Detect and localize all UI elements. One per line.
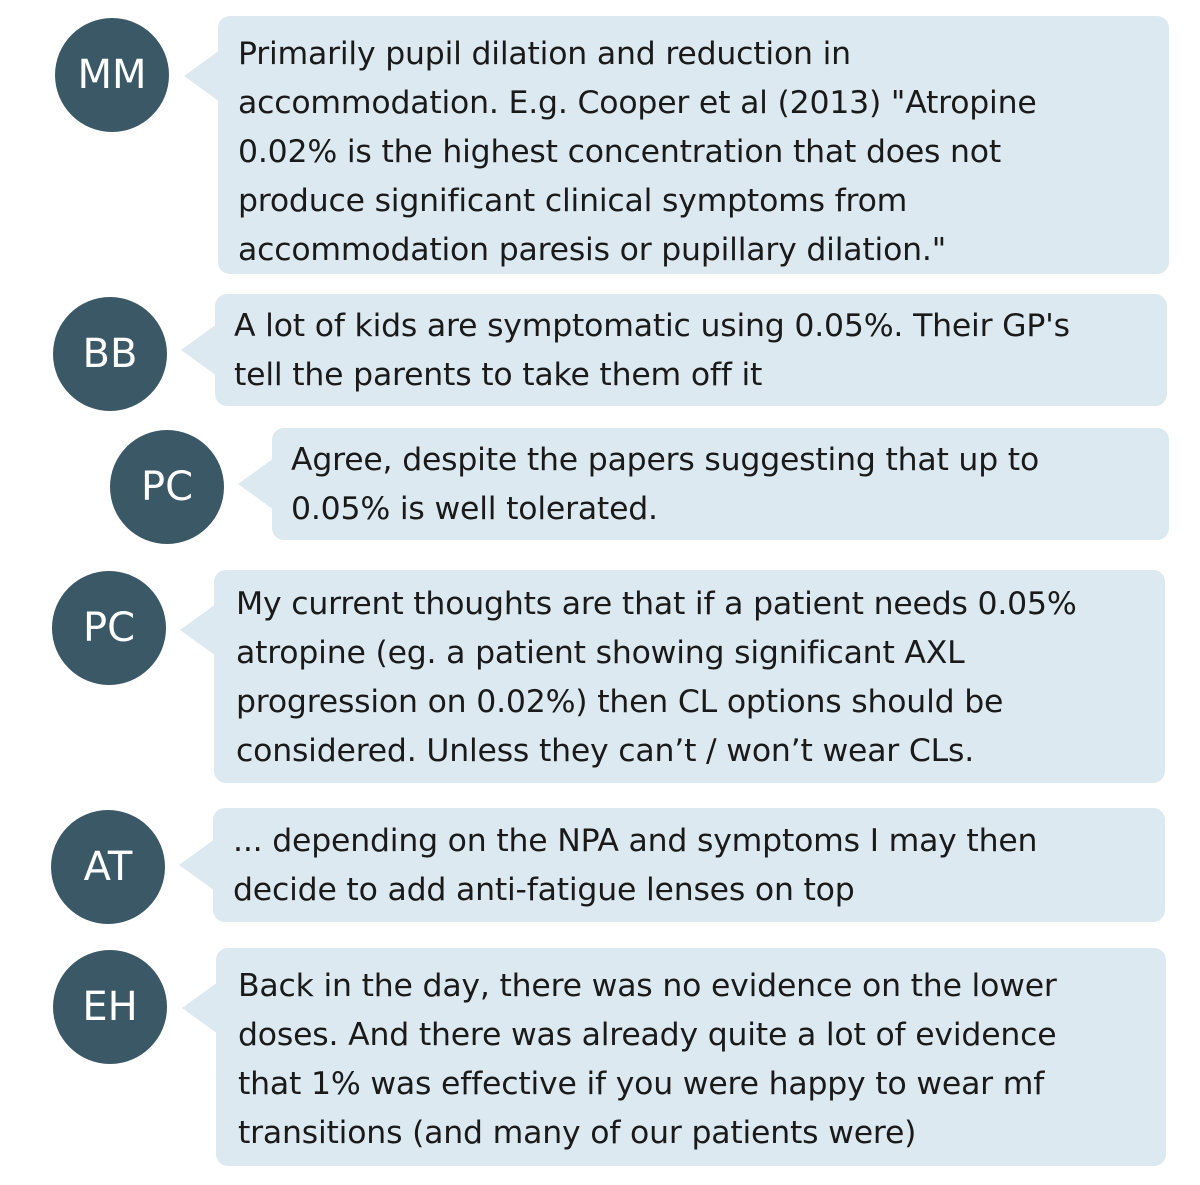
message-line: 0.02% is the highest concentration that does not (238, 134, 1002, 170)
message-line: considered. Unless they can’t / won’t wear CLs. (236, 733, 975, 769)
avatar-initials: EH (82, 984, 138, 1030)
message-line: Back in the day, there was no evidence on the lower (238, 968, 1057, 1004)
message-line: that 1% was effective if you were happy to wear mf (238, 1066, 1045, 1102)
message-bubble (272, 428, 1169, 540)
avatar-initials: PC (82, 605, 136, 651)
message-line: A lot of kids are symptomatic using 0.05%. Their GP's (234, 308, 1070, 344)
message-bubble (213, 808, 1165, 922)
message-line: atropine (eg. a patient showing significant AXL (236, 635, 965, 671)
avatar-initials: MM (77, 52, 147, 98)
avatar (51, 810, 165, 924)
message-line: produce significant clinical symptoms from (238, 183, 908, 219)
message-line: progression on 0.02%) then CL options should be (236, 684, 1004, 720)
avatar (53, 297, 167, 411)
avatar (55, 18, 169, 132)
message-bubble (216, 948, 1166, 1166)
message-line: Primarily pupil dilation and reduction in (238, 36, 851, 72)
message-line: accommodation paresis or pupillary dilation." (238, 232, 947, 268)
message-line: accommodation. E.g. Cooper et al (2013) "Atropine (238, 85, 1037, 121)
avatar (110, 430, 224, 544)
message-bubble (214, 570, 1165, 783)
message-line: tell the parents to take them off it (234, 357, 763, 393)
avatar (53, 950, 167, 1064)
message-bubble (218, 16, 1169, 274)
message-line: decide to add anti-fatigue lenses on top (233, 872, 855, 908)
message-line: ... depending on the NPA and symptoms I may then (233, 823, 1038, 859)
avatar-initials: AT (83, 844, 133, 890)
avatar-initials: BB (82, 331, 138, 377)
message-bubble (215, 294, 1167, 406)
avatar-initials: PC (140, 464, 194, 510)
message-line: Agree, despite the papers suggesting that up to (291, 442, 1040, 478)
avatar (52, 571, 166, 685)
message-line: 0.05% is well tolerated. (291, 491, 658, 527)
message-line: transitions (and many of our patients were) (238, 1115, 917, 1151)
message-line: My current thoughts are that if a patient needs 0.05% (236, 586, 1077, 622)
message-line: doses. And there was already quite a lot of evidence (238, 1017, 1057, 1053)
